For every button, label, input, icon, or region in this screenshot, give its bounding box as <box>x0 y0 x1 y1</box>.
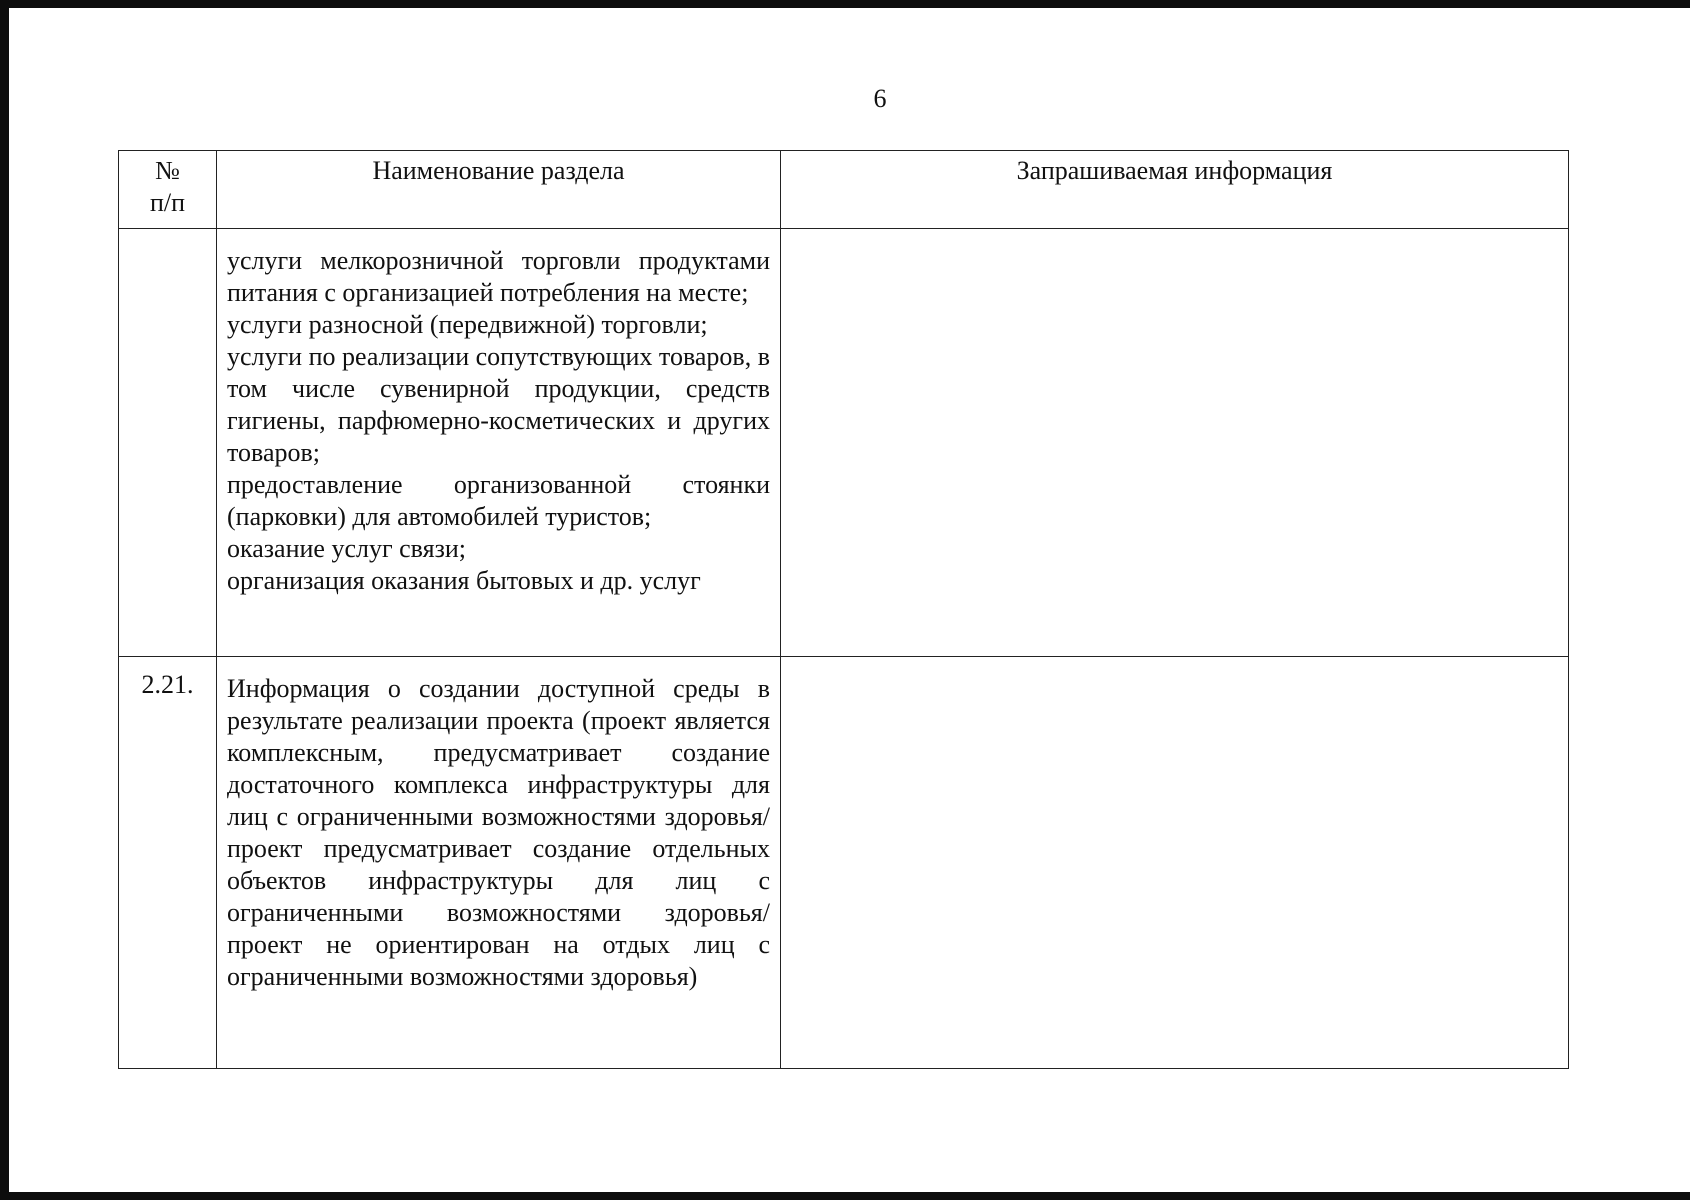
section-name-cell: Информация о создании доступной среды в результате реализации проекта (проект является комплексным, предусматривает создание достаточного комплекса инфраструктуры для лиц с ограниченными возможностями здоровья/проект предусматривает создание отдельных объектов инфраструктуры для лиц с ограниченными возможностями здоровья/проект не ориентирован на отдых лиц с ограниченными возможностями здоровья) <box>217 657 781 1069</box>
scan-border-left <box>0 0 9 1200</box>
table-row <box>119 229 1569 657</box>
header-section-name: Наименование раздела <box>217 151 781 229</box>
row-number <box>119 229 217 657</box>
scan-border-top <box>0 0 1690 8</box>
list-item: организация оказания бытовых и др. услуг <box>227 566 701 595</box>
list-item: оказание услуг связи; <box>227 534 466 563</box>
scan-border-bottom <box>0 1192 1690 1200</box>
section-name-cell <box>217 229 781 657</box>
header-number <box>119 151 217 229</box>
row-number: 2.21. <box>119 657 217 1069</box>
list-item: предоставление организованной стоянки (парковки) для автомобилей туристов; <box>227 470 770 531</box>
header-requested-info: Запрашиваемая информация <box>781 151 1569 229</box>
list-item: услуги мелкорозничной торговли продуктами питания с организацией потребления на месте; <box>227 246 770 307</box>
list-item: услуги по реализации сопутствующих товаров, в том числе сувенирной продукции, средств гигиены, парфюмерно-косметических и других товаров; <box>227 342 770 467</box>
requested-info-cell <box>781 229 1569 657</box>
page-number: 6 <box>873 84 887 113</box>
table-header-row <box>119 151 1569 229</box>
requested-info-cell <box>781 657 1569 1069</box>
info-table <box>118 150 1569 1069</box>
list-item: услуги разносной (передвижной) торговли; <box>227 310 708 339</box>
table-row <box>119 657 1569 1069</box>
header-number-label: № п/п <box>149 156 186 217</box>
